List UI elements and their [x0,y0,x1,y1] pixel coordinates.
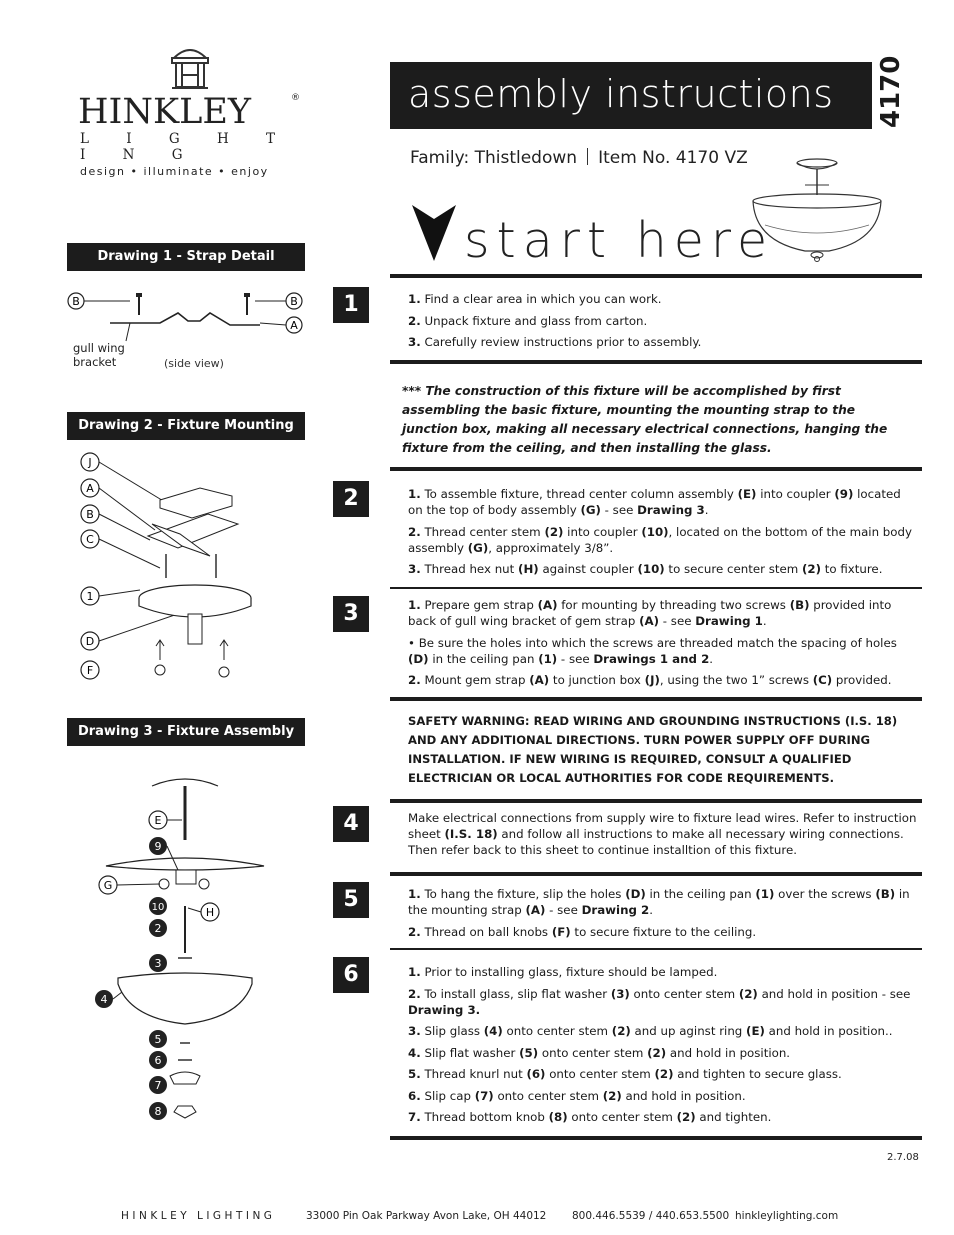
marker-8: 8 [154,1105,162,1118]
construction-note: *** The construction of this fixture will be accomplished by first assembling the basic fixture, mounting the mounting strap to the junction box, making all necessary electrical connections, hanging the fixture from the ceiling, and then installing the glass. [402,384,888,455]
marker-a: A [86,482,94,495]
page-title: assembly instructions [408,72,834,116]
marker-3: 3 [154,957,162,970]
marker-4: 4 [100,993,108,1006]
divider [390,1136,922,1140]
marker-b: B [86,508,94,521]
step-number-6: 6 [333,957,369,993]
marker-h: H [205,906,215,919]
family-line [410,148,748,168]
lantern-logo-icon [168,44,212,90]
revision-date: 2.7.08 [887,1152,919,1163]
step-2-text: 1. To assemble fixture, thread center column assembly (E) into coupler (9) located on the top of body assembly (G) - see Drawing 3. 2. Thread center stem (2) into coupler (10), located on the bottom of the main body assembly (G), approximately 3/8”. 3. Thread hex nut (H) against coupler (10) to secure center stem (2) to fixture. [408,487,912,576]
drawing-2-label: Drawing 2 - Fixture Mounting [67,412,305,440]
step-number-5: 5 [333,882,369,918]
divider [587,148,588,165]
footer-phone: 800.446.5539 / 440.653.5500 [572,1210,730,1222]
step-number-3: 3 [333,596,369,632]
start-here-heading: start here [464,212,775,269]
divider [390,872,922,876]
divider [390,467,922,471]
marker-b-right: B [290,295,298,308]
divider [390,274,922,278]
brand-name: HINKLEY [78,92,252,132]
footer-brand: HINKLEY LIGHTING [121,1210,276,1222]
marker-1: 1 [86,590,94,603]
footer-address: 33000 Pin Oak Parkway Avon Lake, OH 44012 [306,1210,547,1222]
item-label: Item No. 4170 VZ [598,148,748,168]
gull-wing-label: gull wing bracket [73,341,125,369]
marker-6: 6 [154,1054,162,1067]
marker-b-left: B [72,295,80,308]
drawing-3-label: Drawing 3 - Fixture Assembly [67,718,305,746]
safety-warning: SAFETY WARNING: READ WIRING AND GROUNDING INSTRUCTIONS (I.S. 18) AND ANY ADDITIONAL DIRECTIONS. TURN POWER SUPPLY OFF DURING INSTALLATION. IF NEW WIRING IS REQUIRED, CONSULT A QUALIFIED ELECTRICIAN OR LOCAL AUTHORITIES FOR CODE REQUIREMENTS. [408,714,898,785]
step-number-1: 1 [333,287,369,323]
drawing-1-label: Drawing 1 - Strap Detail [67,243,305,271]
arrow-down-icon [410,203,460,263]
marker-5: 5 [154,1033,162,1046]
family-label: Family: Thistledown [410,148,578,168]
fixture-assembly-drawing [60,768,320,1128]
registered-mark: ® [291,93,300,103]
marker-f: F [86,664,94,677]
step-1-text: 1. Find a clear area in which you can work. 2. Unpack fixture and glass from carton. 3. Carefully review instructions prior to assembly. [408,292,702,349]
footer-website-link[interactable]: hinkleylighting.com [735,1210,839,1222]
fixture-illustration-icon [745,155,890,265]
divider [390,697,922,701]
marker-j: J [88,456,92,469]
marker-g: G [103,879,113,892]
divider [390,948,922,950]
divider [390,360,922,364]
side-view-label: (side view) [164,357,224,370]
step-3-text: 1. Prepare gem strap (A) for mounting by threading two screws (B) provided into back of gull wing bracket of gem strap (A) - see Drawing 1. • Be sure the holes into which the screws are threaded match the spacing of holes (D) in the ceiling pan (1) - see Drawings 1 and 2. 2. Mount gem strap (A) to junction box (J), using the two 1” screws (C) provided. [408,598,897,687]
marker-a: A [290,319,298,332]
divider [390,799,922,803]
marker-d: D [85,635,95,648]
divider [390,587,922,589]
step-number-4: 4 [333,806,369,842]
brand-tagline: design • illuminate • enjoy [80,165,269,178]
marker-2: 2 [154,922,162,935]
marker-7: 7 [154,1079,162,1092]
marker-9: 9 [154,840,162,853]
step-4-text: Make electrical connections from supply wire to fixture lead wires. Refer to instruction sheet (I.S. 18) and follow all instructions to make all necessary wiring connections. Then refer back to this sheet to continue installtion of this fixture. [408,811,917,857]
marker-e: E [154,814,162,827]
step-6-text: 1. Prior to installing glass, fixture should be lamped. 2. To install glass, slip flat washer (3) onto center stem (2) and hold in position - see Drawing 3. 3. Slip glass (4) onto center stem (2) and up aginst ring (E) and hold in position.. 4. Slip flat washer (5) onto center stem (2) and hold in position. 5. Thread knurl nut (6) onto center stem (2) and tighten to secure glass. 6. Slip cap (7) onto center stem (2) and hold in position. 7. Thread bottom knob (8) onto center stem (2) and tighten. [408,965,911,1124]
marker-10: 10 [151,902,165,913]
brand-sub: L I G H T I N G [80,131,292,163]
step-5-text: 1. To hang the fixture, slip the holes (D) in the ceiling pan (1) over the screws (B) in the mounting strap (A) - see Drawing 2. 2. Thread on ball knobs (F) to secure fixture to the ceiling. [408,887,910,939]
marker-c: C [86,533,94,546]
item-number-vertical: 4170 [876,55,906,128]
step-number-2: 2 [333,481,369,517]
fixture-mounting-drawing [60,450,320,690]
